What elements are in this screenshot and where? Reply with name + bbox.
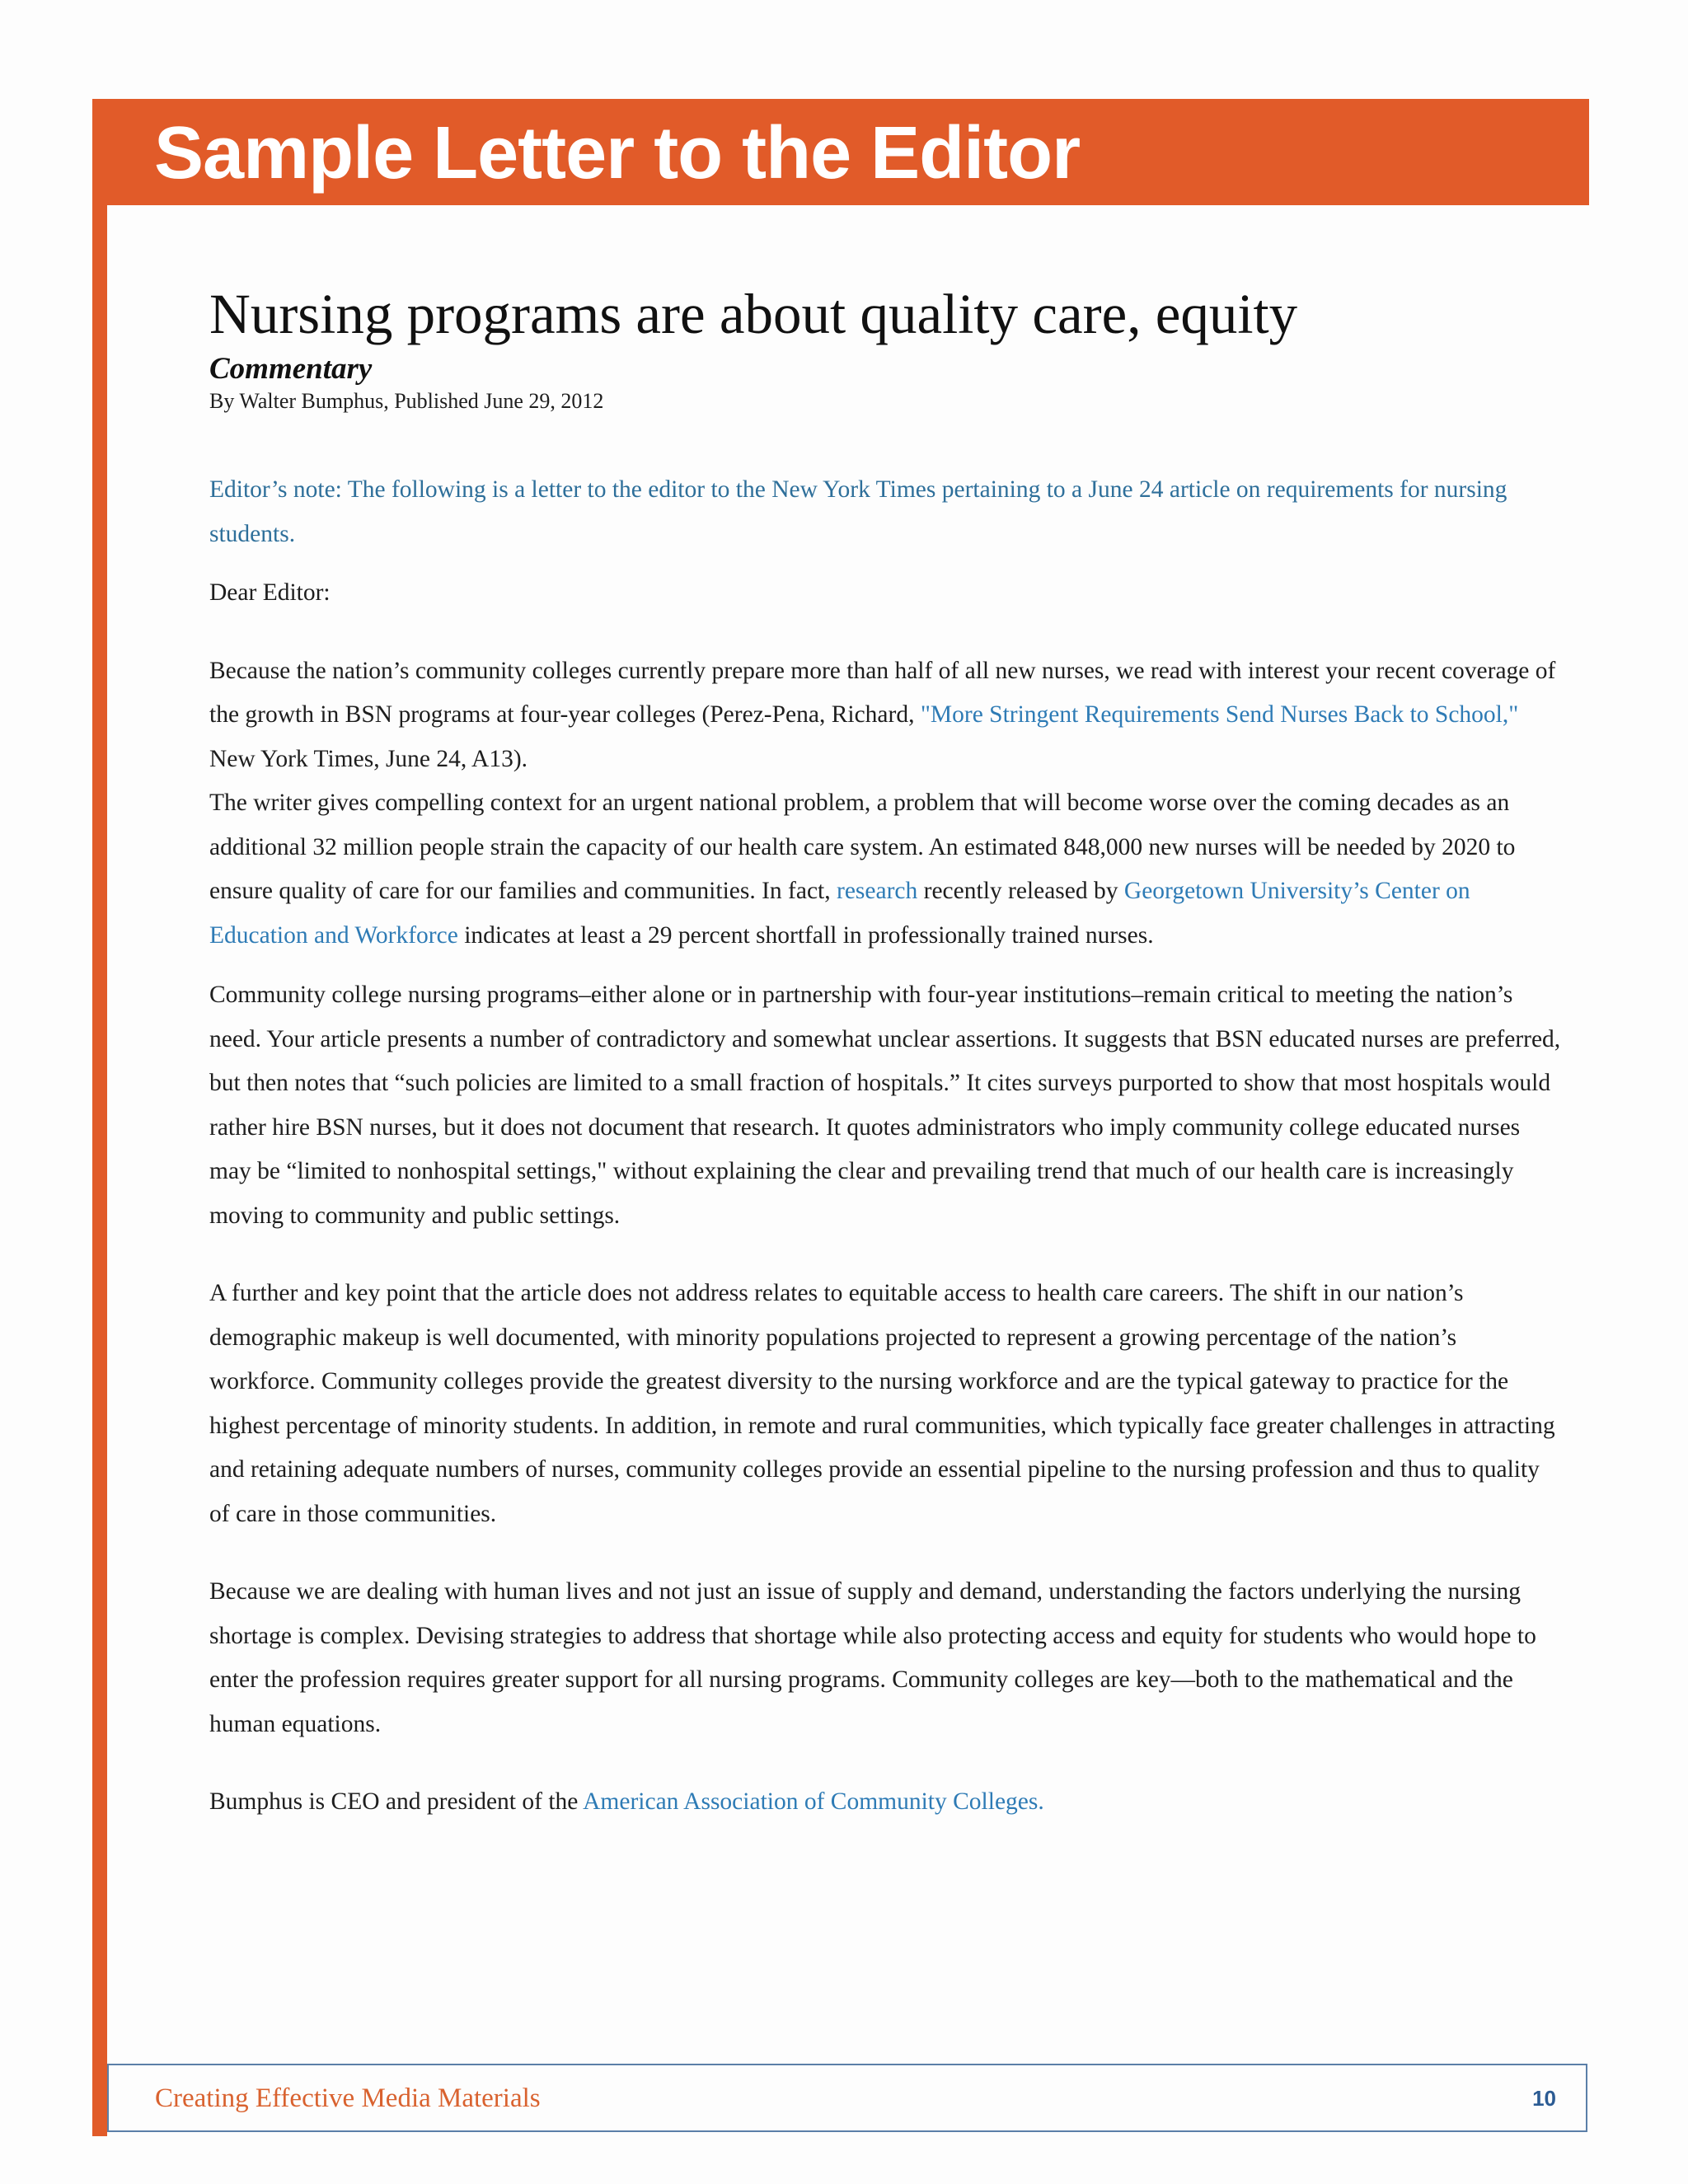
paragraph-1-text-end: New York Times, June 24, A13). — [209, 745, 528, 772]
page-banner-title: Sample Letter to the Editor — [154, 112, 1081, 194]
author-signoff — [209, 1780, 1561, 1825]
page-number: 10 — [1532, 2086, 1556, 2111]
header-banner — [92, 99, 1589, 205]
article-byline: By Walter Bumphus, Published June 29, 2012 — [209, 389, 604, 413]
salutation: Dear Editor: — [209, 579, 331, 606]
left-accent-bar — [92, 99, 107, 2136]
article-title: Nursing programs are about quality care, equity — [209, 283, 1298, 345]
paragraph-2 — [209, 781, 1561, 958]
signoff-text: Bumphus is CEO and president of the — [209, 1788, 584, 1815]
page-footer — [107, 2064, 1587, 2132]
paragraph-2-text-mid: recently released by — [917, 878, 1124, 904]
article-link-more-stringent[interactable]: "More Stringent Requirements Send Nurses Back to School," — [920, 701, 1519, 728]
article-kicker: Commentary — [209, 352, 373, 386]
paragraph-2-text: The writer gives compelling context for an urgent national problem, a problem that will become worse over the coming decades as an additional 32 million people strain the capacity of our health care system. An estimated 848,000 new nurses will be needed by 2020 to ensure quality of care for our families and communities. In fact, — [209, 790, 1516, 904]
georgetown-center-link[interactable]: Georgetown University’s Center on Education and Workforce — [209, 878, 1470, 949]
paragraph-5: Because we are dealing with human lives and not just an issue of supply and demand, understanding the factors underlying the nursing shortage is complex. Devising strategies to address that shortage while also protecting access and equity for students who would hope to enter the profession requires greater support for all nursing programs. Community colleges are key—both to the mathematical and the human equations. — [209, 1578, 1536, 1737]
paragraph-1-text: Because the nation’s community colleges currently prepare more than half of all new nurses, we read with interest your recent coverage of the growth in BSN programs at four-year colleges (Perez-Pena, Richard, — [209, 657, 1556, 728]
research-link[interactable]: research — [837, 878, 918, 904]
paragraph-1 — [209, 649, 1561, 782]
aacc-link[interactable]: American Association of Community Colleges. — [583, 1788, 1044, 1815]
article-body — [209, 277, 1561, 1825]
paragraph-4: A further and key point that the article does not address relates to equitable access to health care careers. The shift in our nation’s demographic makeup is well documented, with minority populations projected to represent a growing percentage of the nation’s workforce. Community colleges provide the greatest diversity to the nursing workforce and are the typical gateway to practice for the highest percentage of minority students. In addition, in remote and rural communities, which typically face greater challenges in attracting and retaining adequate numbers of nurses, community colleges provide an essential pipeline to the nursing profession and thus to quality of care in those communities. — [209, 1280, 1555, 1527]
paragraph-3: Community college nursing programs–either alone or in partnership with four-year institutions–remain critical to meeting the nation’s need. Your article presents a number of contradictory and somewhat unclear assertions. It suggests that BSN educated nurses are preferred, but then notes that “such policies are limited to a small fraction of hospitals.” It cites surveys purported to show that most hospitals would rather hire BSN nurses, but it does not document that research. It quotes administrators who imply community college educated nurses may be “limited to nonhospital settings," without explaining the clear and prevailing trend that much of our health care is increasingly moving to community and public settings. — [209, 982, 1561, 1229]
footer-title: Creating Effective Media Materials — [155, 2083, 541, 2113]
editor-note: Editor’s note: The following is a letter to the editor to the New York Times pertaining to a June 24 article on requirements for nursing students. — [209, 476, 1507, 547]
paragraph-2-text-end: indicates at least a 29 percent shortfall in professionally trained nurses. — [457, 921, 1154, 949]
